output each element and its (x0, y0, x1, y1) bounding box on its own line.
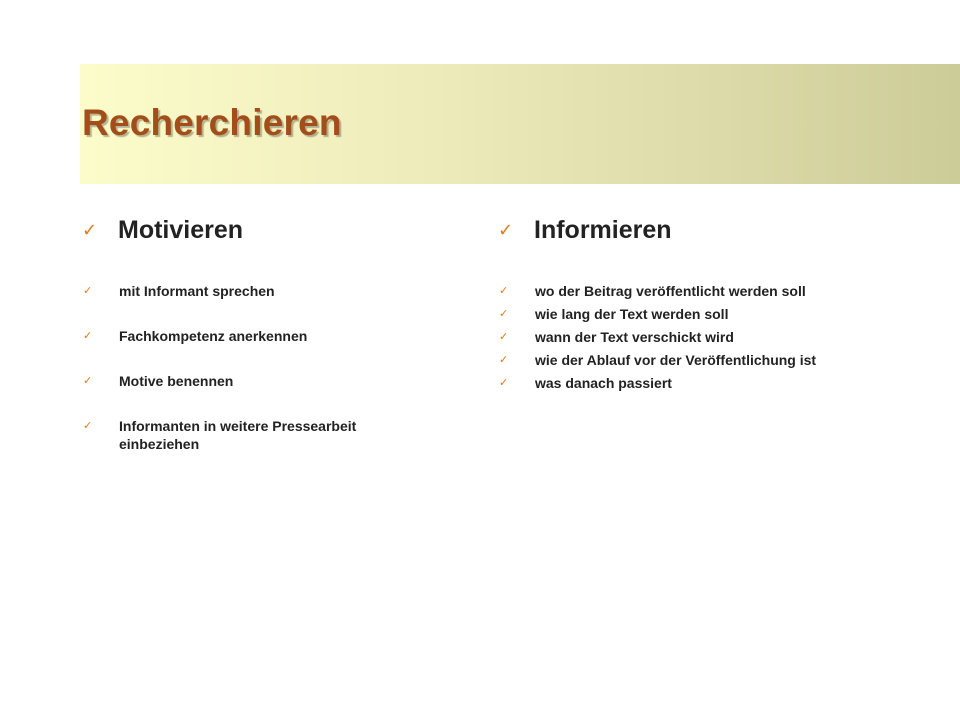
checkmark-icon: ✓ (499, 308, 509, 320)
left-list (82, 282, 412, 453)
left-heading (82, 214, 412, 246)
list-item-text: Fachkompetenz anerkennen (119, 328, 308, 344)
right-column (498, 214, 918, 397)
list-item-text: Informanten in weitere Pressearbeit einbeziehen (119, 418, 357, 452)
right-heading-label: Informieren (534, 215, 672, 244)
list-item (82, 372, 412, 390)
list-item-text: wie lang der Text werden soll (535, 306, 729, 322)
left-column (82, 214, 412, 480)
checkmark-icon: ✓ (83, 285, 93, 297)
checkmark-icon: ✓ (498, 219, 514, 240)
slide-title: Recherchieren (82, 102, 342, 143)
checkmark-icon: ✓ (83, 375, 93, 387)
right-heading (498, 214, 918, 246)
checkmark-icon: ✓ (83, 420, 93, 432)
list-item (82, 327, 412, 345)
checkmark-icon: ✓ (83, 330, 93, 342)
list-item (498, 305, 918, 323)
list-item-text: Motive benennen (119, 373, 234, 389)
list-item-text: wie der Ablauf vor der Veröffentlichung ist (535, 352, 817, 368)
list-item-text: was danach passiert (535, 375, 672, 391)
checkmark-icon: ✓ (499, 377, 509, 389)
list-item-text: wann der Text verschickt wird (535, 329, 734, 345)
checkmark-icon: ✓ (499, 354, 509, 366)
list-item-text: wo der Beitrag veröffentlicht werden soll (535, 283, 806, 299)
list-item (82, 417, 412, 453)
list-item (498, 374, 918, 392)
list-item (498, 328, 918, 346)
right-list (498, 282, 918, 392)
list-item (82, 282, 412, 300)
list-item (498, 282, 918, 300)
left-heading-label: Motivieren (118, 215, 244, 244)
checkmark-icon: ✓ (499, 331, 509, 343)
list-item-text: mit Informant sprechen (119, 283, 275, 299)
list-item (498, 351, 918, 369)
checkmark-icon: ✓ (82, 219, 98, 240)
checkmark-icon: ✓ (499, 285, 509, 297)
